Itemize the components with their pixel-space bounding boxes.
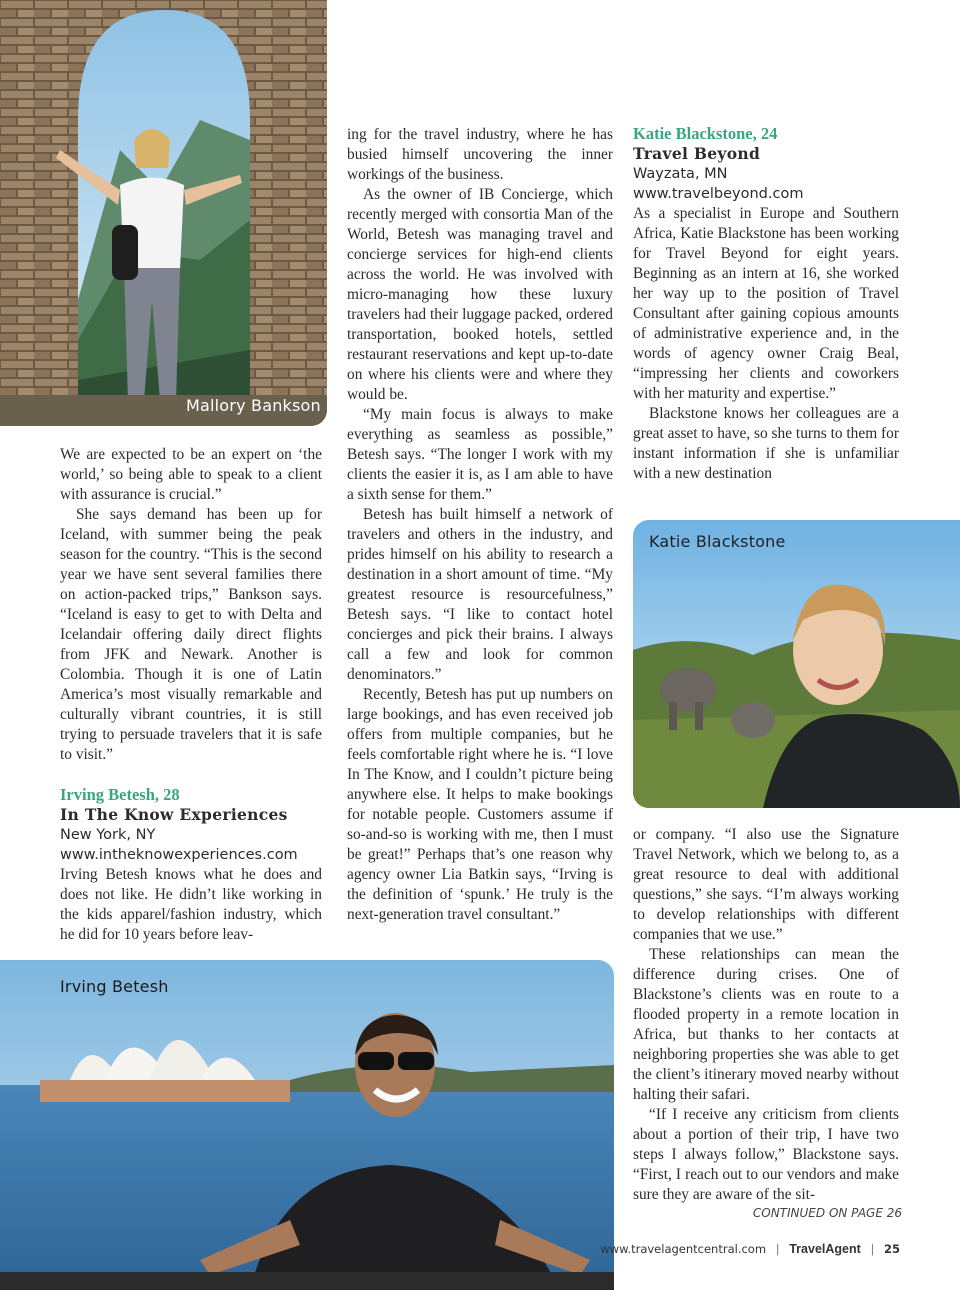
profile-name-katie: Katie Blackstone, 24 [633,124,778,143]
page-number: 25 [883,1242,900,1256]
profile-url-katie[interactable]: www.travelbeyond.com [633,186,804,202]
column-3-top [633,124,899,484]
caption-katie-blackstone: Katie Blackstone [649,532,786,551]
caption-mallory-bankson: Mallory Bankson [186,396,321,415]
page-footer [600,1242,900,1256]
paragraph: “If I receive any criticism from clients about a portion of their trip, I have two steps I always follow,” Blackstone says. “First, I reach out to our vendors and make sure they are aware of the sit- [633,1106,899,1203]
footer-url[interactable]: www.travelagentcentral.com [600,1242,767,1256]
column-3-bottom [633,825,899,1205]
paragraph: These relationships can mean the difference during crises. One of Blackstone’s clients was en route to a flooded property in a remote location in Africa, but thanks to her contacts at neighboring properties she was able to get the client’s itinerary moved nearby without halting their safari. [633,946,899,1103]
footer-separator: | [870,1242,875,1256]
column-2 [347,125,613,925]
photo-mallory-bankson [0,0,327,426]
footer-brand: TravelAgent [789,1242,861,1256]
paragraph: We are expected to be an expert on ‘the world,’ so being able to speak to a client with assurance is crucial.” [60,446,322,503]
profile-location-katie: Wayzata, MN [633,166,728,182]
profile-company-katie: Travel Beyond [633,144,761,163]
paragraph: As the owner of IB Concierge, which recently merged with consortia Man of the World, Betesh was managing travel and concierge services for high-end clients across the world. He was involved with micro-managing how these luxury travelers had their luggage packed, ordered transportation, booked hotels, settled restaurant reservations and kept up-to-date on where his clients were and where they would be. [347,186,613,403]
continued-note: CONTINUED ON PAGE 26 [752,1206,902,1220]
profile-url-irving[interactable]: www.intheknowexperiences.com [60,847,298,863]
photo-irving-betesh [0,960,614,1290]
paragraph: As a specialist in Europe and Southern Africa, Katie Blackstone has been working for Travel Beyond for eight years. Beginning as an intern at 16, she worked her way up to the position of Travel Consultant after gaining copious amounts of administrative experience and, in the words of agency owner Craig Beal, “impressing her clients and coworkers with her maturity and expertise.” [633,205,899,402]
profile-name-irving: Irving Betesh, 28 [60,785,180,804]
photo-katie-blackstone [633,520,960,808]
paragraph: Recently, Betesh has put up numbers on large bookings, and has even received job offers from multiple companies, but he feels comfortable right where he is. “I love In The Know, and I couldn’t picture being anywhere else. It helps to make bookings for notable people. Customers assume if so-and-so is working with me, then I must be great!” Perhaps that’s one reason why agency owner Lia Batkin says, “Irving is the definition of ‘spunk.’ He truly is the next-generation travel consultant.” [347,686,613,923]
paragraph: She says demand has been up for Iceland, with summer being the peak season for the country. “This is the second year we have sent several families there on action-packed trips,” Bankson says. “Iceland is easy to get to with Delta and Icelandair offering daily direct flights from JFK and Newark. Another is Colombia. Though it is one of Latin America’s most visually remarkable and culturally vibrant countries, it is still trying to persuade travelers that it is safe to visit.” [60,506,322,763]
paragraph: or company. “I also use the Signature Travel Network, which we belong to, as a great resource to deal with additional questions,” she says. “I’m always working to develop relationships with different companies that we use.” [633,826,899,943]
paragraph: Irving Betesh knows what he does and does not like. He didn’t like working in the kids apparel/fashion industry, which he did for 10 years before leav- [60,866,322,943]
footer-separator: | [775,1242,780,1256]
caption-irving-betesh: Irving Betesh [60,977,169,996]
paragraph: Blackstone knows her colleagues are a great asset to have, so she turns to them for instant information if she is unfamiliar with a new destination [633,405,899,482]
paragraph: “My main focus is always to make everything as seamless as possible,” Betesh says. “The longer I work with my clients the easier it is, as I am able to have a sixth sense for them.” [347,406,613,503]
profile-location-irving: New York, NY [60,827,156,843]
profile-company-irving: In The Know Experiences [60,805,288,824]
column-1 [60,445,322,945]
paragraph: ing for the travel industry, where he has busied himself uncovering the inner workings of the business. [347,126,613,183]
paragraph: Betesh has built himself a network of travelers and others in the industry, and prides himself on his ability to research a destination in a short amount of time. “My greatest resource is resourcefulness,” Betesh says. “I like to contact hotel concierges and pick their brains. I always call a few and look for common denominators.” [347,506,613,683]
